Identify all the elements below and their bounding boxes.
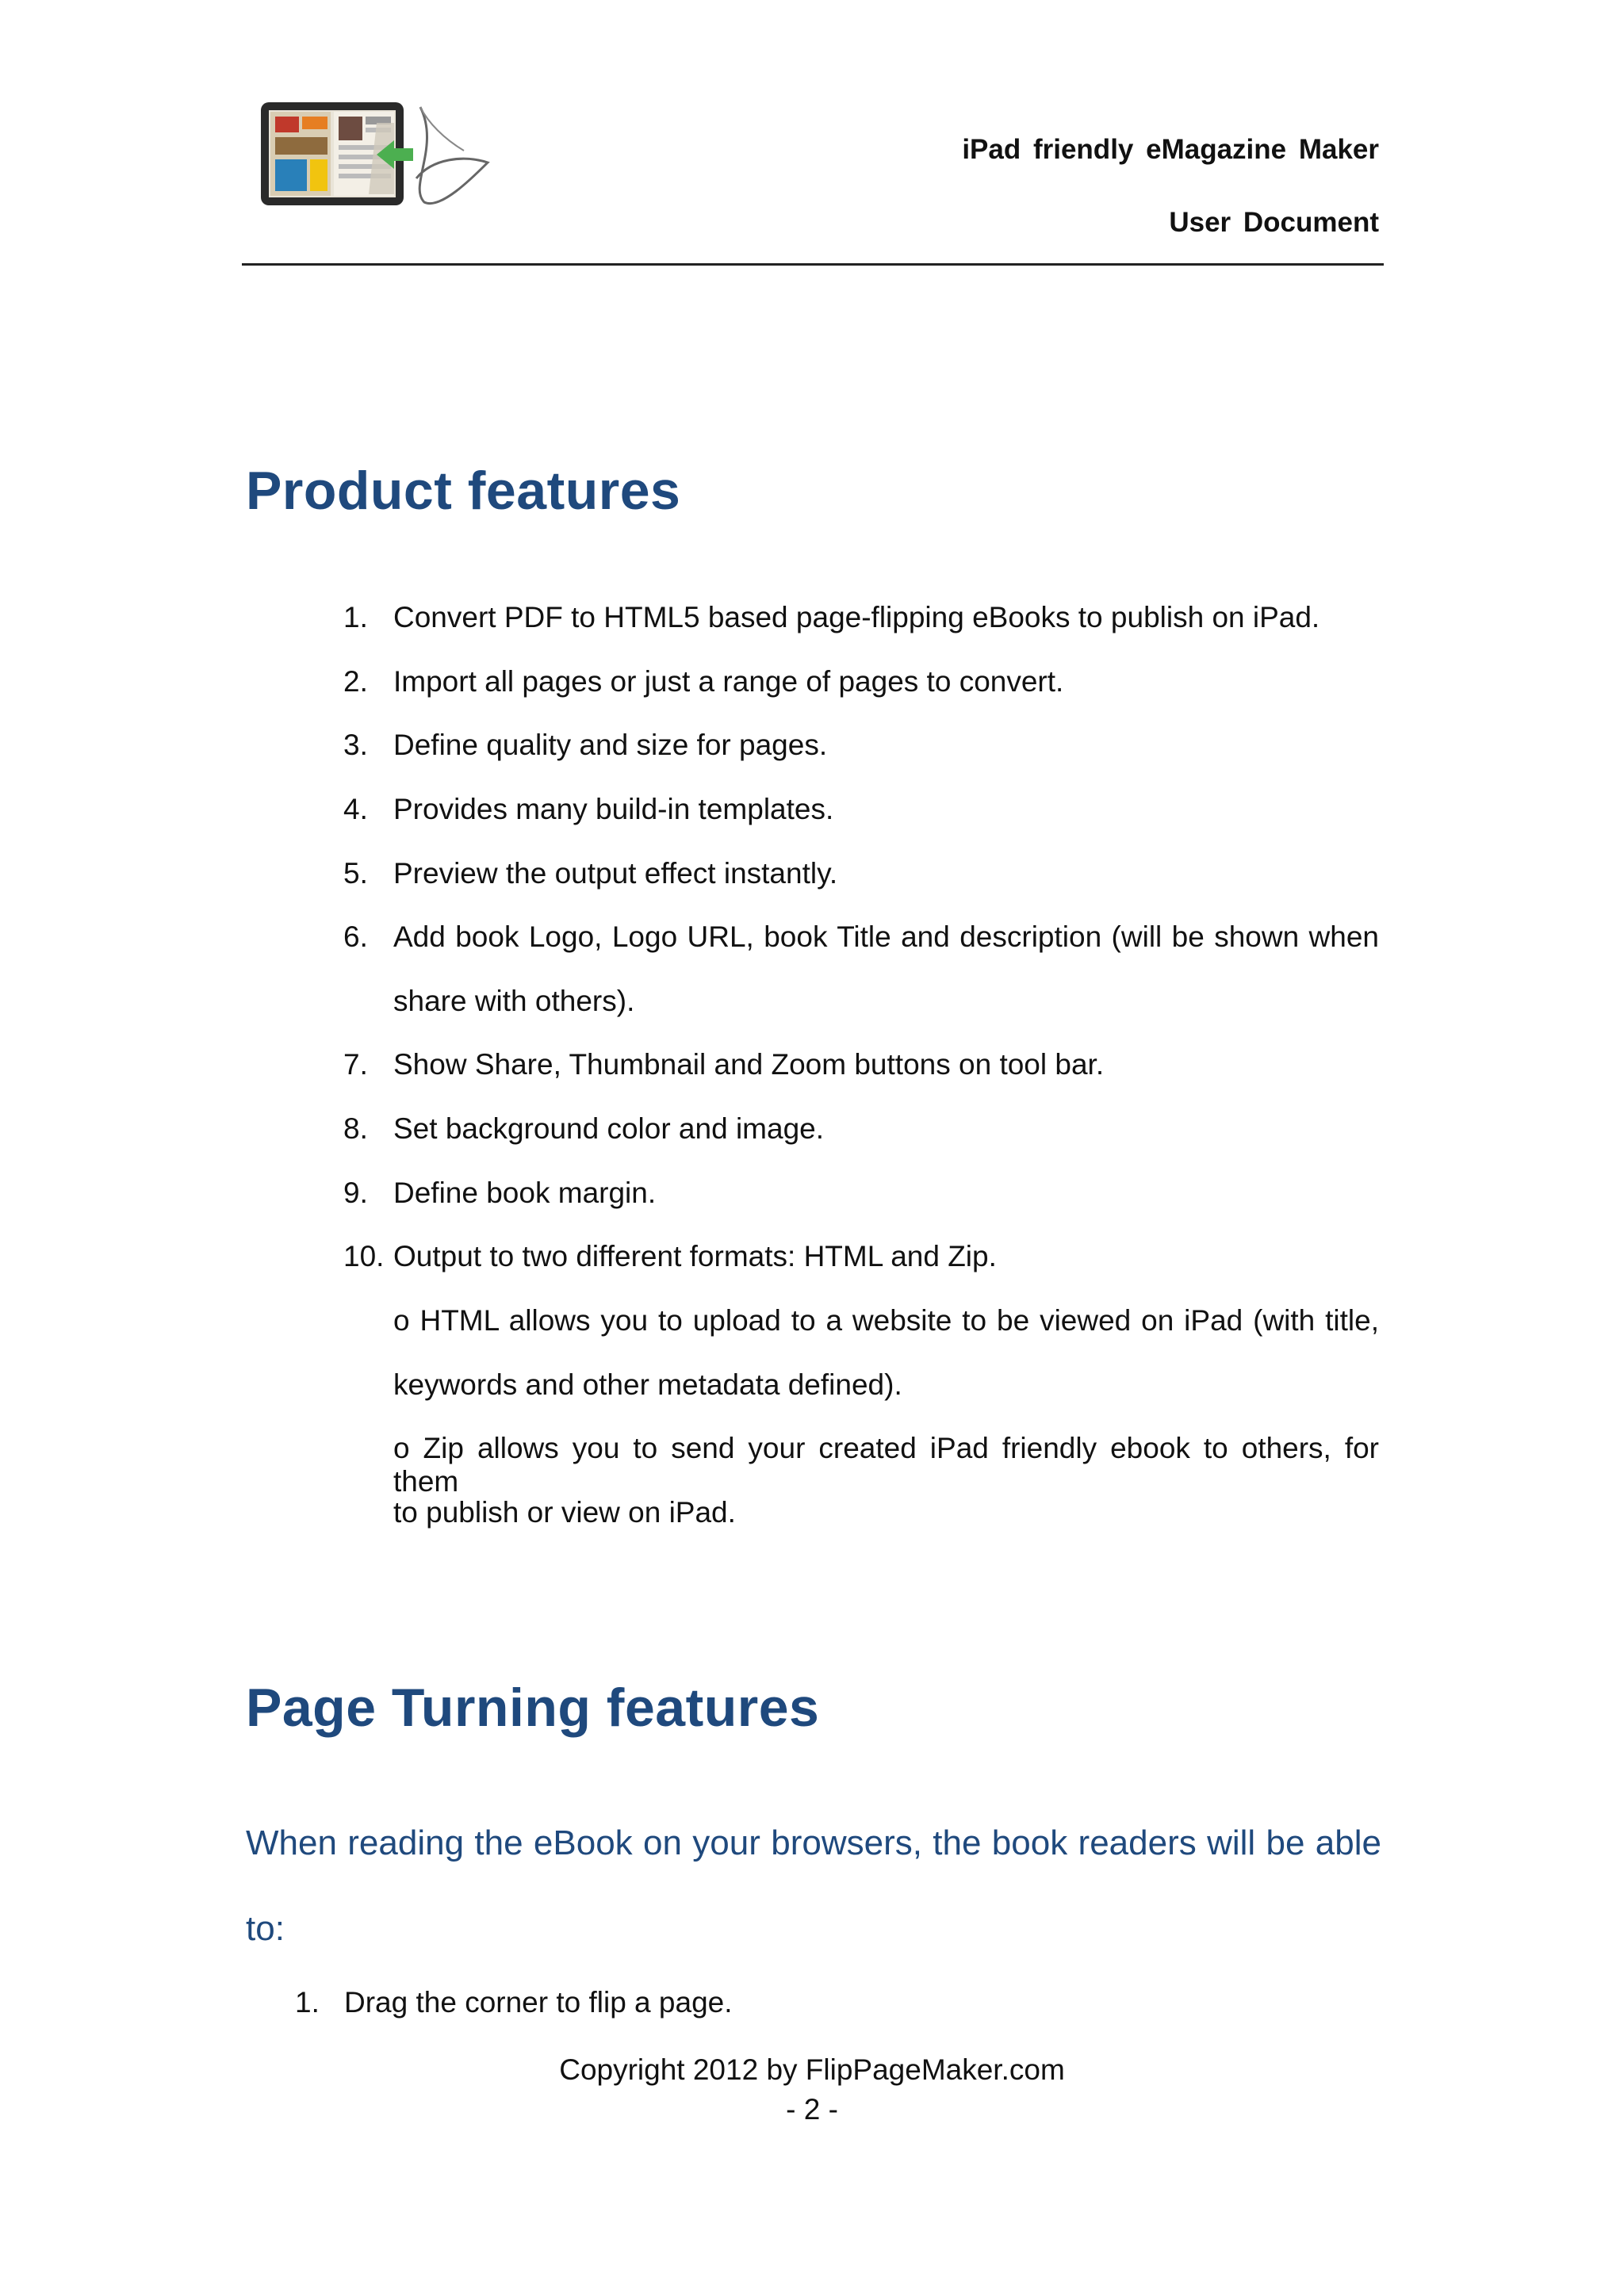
list-item-continuation: share with others). bbox=[393, 985, 635, 1017]
header-product-name: iPad friendly eMagazine Maker bbox=[962, 134, 1379, 165]
sub-point-html-continuation: keywords and other metadata defined). bbox=[393, 1368, 902, 1401]
section-intro: When reading the eBook on your browsers, the book readers will be able bbox=[246, 1823, 1381, 1862]
header-divider bbox=[242, 263, 1384, 266]
list-item-text: Add book Logo, Logo URL, book Title and description (will be shown when bbox=[393, 920, 1379, 953]
footer-page-number: - 2 - bbox=[786, 2093, 838, 2126]
sub-point-zip: o Zip allows you to send your created iPad friendly ebook to others, for them bbox=[393, 1432, 1379, 1498]
document-header bbox=[962, 113, 1379, 259]
section-title-page-turning-features: Page Turning features bbox=[246, 1678, 820, 1738]
sub-point-zip-continuation: to publish or view on iPad. bbox=[393, 1496, 736, 1529]
document-page: iPad friendly eMagazine Maker User Document Product features 1. Convert PDF to HTML5 based page-flipping eBooks to publish on iPad. 2. Import all pages or just a range of pages to convert. 3. Define quality and size for pages. 4. Provides many build-in templates. 5. Preview the output effect instantly. 6. Add book Logo, Logo URL, book Title and description (will be shown when share with others). 7. Show Share, Thumbnail and Zoom buttons on tool bar. 8. Set background color and image. 9. Define book margin. 10. Output to two different formats: HTML and Zip. o HTML allows you to upload to a website to be viewed on iPad (with title, keywords and other metadata defined). o Zip allows you to send your created iPad friendly ebook to others, for them to publish or view on iPad. Page Turning features When reading the eBook on your browsers, the book readers will be able to: 1. Drag the corner to flip a page. Copyright 2012 by FlipPageMaker.com - 2 - bbox=[0, 0, 1624, 2296]
product-logo-icon bbox=[258, 99, 496, 210]
sub-point-html: o HTML allows you to upload to a website to be viewed on iPad (with title, bbox=[393, 1304, 1379, 1337]
header-document-type: User Document bbox=[1169, 207, 1379, 238]
footer-copyright: Copyright 2012 by FlipPageMaker.com bbox=[559, 2053, 1065, 2086]
section-title-product-features: Product features bbox=[246, 461, 681, 521]
section-intro-continuation: to: bbox=[246, 1909, 285, 1948]
